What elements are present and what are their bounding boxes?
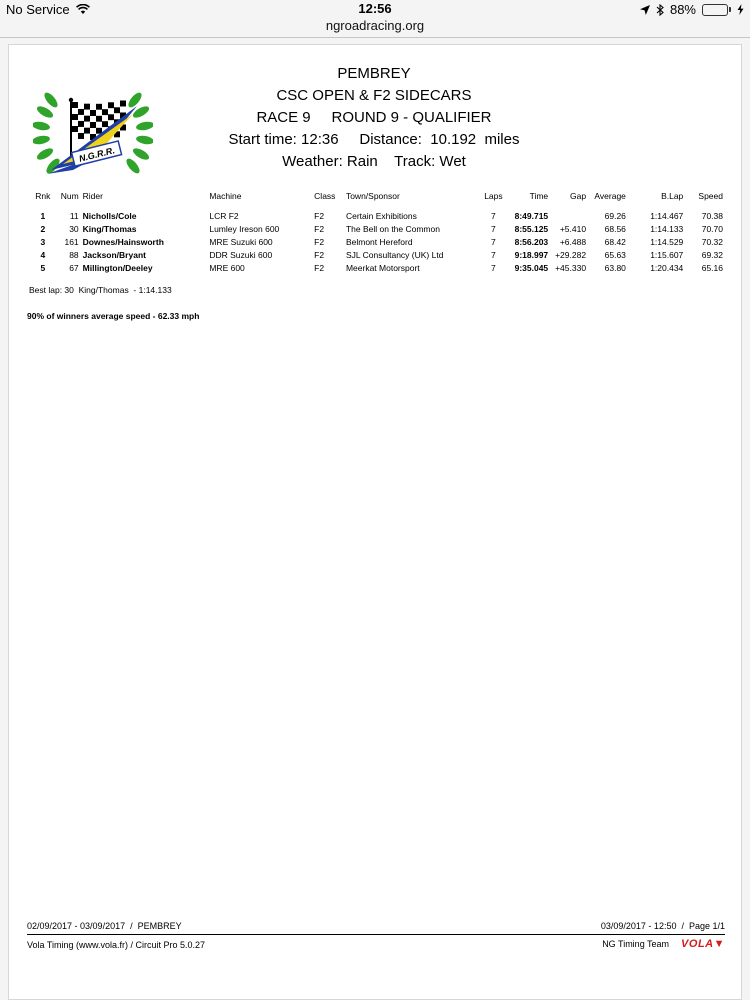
battery-percent: 88% xyxy=(669,2,696,17)
race-header xyxy=(189,63,559,173)
cell-class: F2 xyxy=(314,236,325,247)
status-time: 12:56 xyxy=(358,1,392,16)
cell-rnk: 3 xyxy=(40,236,46,247)
col-speed: Speed xyxy=(698,191,723,201)
footer-team xyxy=(602,938,725,950)
table-row xyxy=(29,261,725,274)
status-bar xyxy=(0,0,750,20)
cell-blap: 1:20.434 xyxy=(650,262,684,273)
cell-time: 8:55.125 xyxy=(514,223,549,234)
footer-page-info: 03/09/2017 - 12:50 / Page 1/1 xyxy=(600,921,725,931)
weather-track: Weather: Rain Track: Wet xyxy=(282,153,466,170)
bluetooth-icon xyxy=(656,4,664,16)
cell-class: F2 xyxy=(314,249,325,260)
ngrr-logo xyxy=(33,78,153,188)
table-row xyxy=(29,222,725,235)
cell-average: 63.80 xyxy=(604,262,626,273)
table-header-row xyxy=(29,191,725,209)
location-arrow-icon xyxy=(640,5,650,15)
table-row xyxy=(29,248,725,261)
col-rider: Rider xyxy=(82,191,103,201)
footer-dates: 02/09/2017 - 03/09/2017 / PEMBREY xyxy=(27,921,182,931)
col-laps: Laps xyxy=(484,191,503,201)
charging-bolt-icon xyxy=(737,4,744,15)
cell-machine: MRE 600 xyxy=(209,262,245,273)
cell-machine: Lumley Ireson 600 xyxy=(209,223,280,234)
cell-speed: 70.38 xyxy=(701,210,723,221)
status-right xyxy=(640,2,744,17)
url-bar[interactable]: ngroadracing.org xyxy=(325,18,425,33)
footer-team-label: NG Timing Team xyxy=(602,939,670,949)
cell-laps: 7 xyxy=(491,249,496,260)
table-row xyxy=(29,209,725,222)
cell-gap: +45.330 xyxy=(555,262,587,273)
cell-num: 161 xyxy=(64,236,79,247)
cell-average: 68.42 xyxy=(604,236,626,247)
footer-divider xyxy=(27,934,725,935)
start-distance: Start time: 12:36 Distance: 10.192 miles xyxy=(228,131,520,148)
results-document xyxy=(8,44,742,1000)
cell-rider: Jackson/Bryant xyxy=(82,249,146,260)
cell-gap: +5.410 xyxy=(559,223,587,234)
battery-icon xyxy=(702,4,731,16)
col-rnk: Rnk xyxy=(35,191,51,201)
cell-class: F2 xyxy=(314,223,325,234)
cell-num: 67 xyxy=(69,262,79,273)
col-gap: Gap xyxy=(569,191,587,201)
cell-num: 88 xyxy=(69,249,79,260)
cell-blap: 1:14.467 xyxy=(650,210,684,221)
cell-average: 68.56 xyxy=(604,223,626,234)
results-table xyxy=(29,191,725,274)
carrier-label: No Service xyxy=(6,2,70,17)
cell-num: 11 xyxy=(69,210,79,221)
col-average: Average xyxy=(594,191,626,201)
toolbar-divider xyxy=(0,37,750,38)
cell-rnk: 4 xyxy=(40,249,46,260)
cell-town: SJL Consultancy (UK) Ltd xyxy=(345,249,444,260)
venue-title: PEMBREY xyxy=(337,65,411,82)
cell-laps: 7 xyxy=(491,236,496,247)
cell-time: 8:49.715 xyxy=(514,210,549,221)
cell-laps: 7 xyxy=(491,210,496,221)
cell-time: 9:18.997 xyxy=(514,249,549,260)
cell-average: 65.63 xyxy=(604,249,626,260)
logo-text: N.G.R.R. xyxy=(77,145,116,164)
cell-gap xyxy=(550,209,588,222)
cell-laps: 7 xyxy=(491,223,496,234)
vola-logo: VOLA▼ xyxy=(681,938,725,950)
col-town: Town/Sponsor xyxy=(345,191,400,201)
cell-laps: 7 xyxy=(491,262,496,273)
col-blap: B.Lap xyxy=(661,191,684,201)
cell-gap: +29.282 xyxy=(555,249,587,260)
cell-rnk: 1 xyxy=(40,210,46,221)
cell-machine: DDR Suzuki 600 xyxy=(209,249,273,260)
table-row xyxy=(29,235,725,248)
cell-num: 30 xyxy=(69,223,79,234)
cell-speed: 65.16 xyxy=(701,262,723,273)
cell-town: The Bell on the Common xyxy=(345,223,440,234)
col-machine: Machine xyxy=(209,191,242,201)
cell-class: F2 xyxy=(314,262,325,273)
cell-blap: 1:14.133 xyxy=(650,223,684,234)
cell-town: Belmont Hereford xyxy=(345,236,413,247)
event-title: CSC OPEN & F2 SIDECARS xyxy=(276,87,472,104)
col-num: Num xyxy=(60,191,79,201)
cell-rnk: 5 xyxy=(40,262,46,273)
col-class: Class xyxy=(314,191,336,201)
vola-brand-text: VOLA xyxy=(681,938,714,950)
cell-speed: 70.70 xyxy=(701,223,723,234)
race-title: RACE 9 ROUND 9 - QUALIFIER xyxy=(256,109,492,126)
footer-software: Vola Timing (www.vola.fr) / Circuit Pro 5.0.27 xyxy=(27,940,206,950)
cell-class: F2 xyxy=(314,210,325,221)
cell-rider: Millington/Deeley xyxy=(82,262,153,273)
cell-rider: King/Thomas xyxy=(82,223,137,234)
cell-speed: 70.32 xyxy=(701,236,723,247)
cell-speed: 69.32 xyxy=(701,249,723,260)
cell-gap: +6.488 xyxy=(559,236,587,247)
cell-time: 8:56.203 xyxy=(514,236,549,247)
cell-town: Meerkat Motorsport xyxy=(345,262,420,273)
cell-rider: Downes/Hainsworth xyxy=(82,236,164,247)
average-speed-note: 90% of winners average speed - 62.33 mph xyxy=(27,311,200,321)
cell-time: 9:35.045 xyxy=(514,262,549,273)
cell-rider: Nicholls/Cole xyxy=(82,210,137,221)
cell-town: Certain Exhibitions xyxy=(345,210,417,221)
cell-average: 69.26 xyxy=(604,210,626,221)
cell-machine: MRE Suzuki 600 xyxy=(209,236,273,247)
cell-blap: 1:15.607 xyxy=(650,249,684,260)
cell-rnk: 2 xyxy=(40,223,46,234)
col-time: Time xyxy=(529,191,549,201)
cell-machine: LCR F2 xyxy=(209,210,239,221)
best-lap-note: Best lap: 30 King/Thomas - 1:14.133 xyxy=(29,285,172,295)
cell-blap: 1:14.529 xyxy=(650,236,684,247)
